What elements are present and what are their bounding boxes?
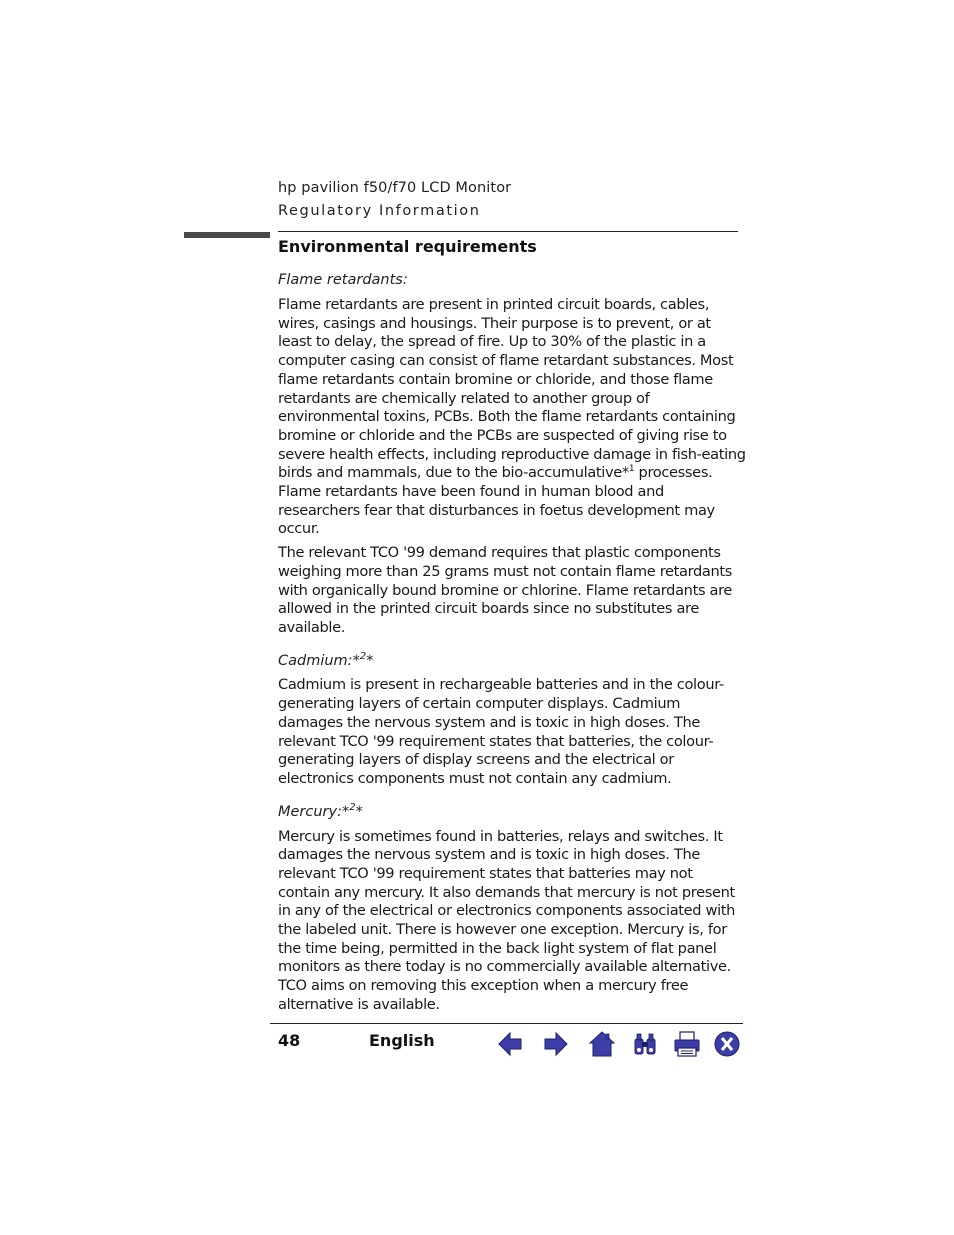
page-number: 48	[278, 1031, 301, 1050]
cadmium-title-tail: *	[366, 652, 374, 669]
back-arrow-icon	[496, 1030, 524, 1058]
section-title: Environmental requirements	[278, 237, 537, 256]
cadmium-footnote-ref: 2	[359, 650, 367, 662]
mercury-paragraph: Mercury is sometimes found in batteries, relays and switches. It damages the nervous system and is toxic in high doses. The relevant TCO '99 requirement states that batteries may not contain any mercury. It also demands that mercury is not present in any of the electrical or electronics components associated with the labeled unit. There is however one exception. Mercury is, for the time being, permitted in the back light system of flat panel monitors as there today is no commercially available alternative. TCO aims on removing this exception when a mercury free alternative is available.	[278, 827, 736, 1013]
cadmium-title	[278, 647, 746, 671]
header-product-name: hp pavilion f50/f70 LCD Monitor	[278, 180, 512, 196]
language-label: English	[369, 1031, 435, 1050]
exit-button[interactable]	[713, 1030, 741, 1058]
cadmium-title-text: Cadmium:*	[278, 652, 360, 669]
flame-retardants-title: Flame retardants:	[278, 272, 408, 288]
header-section-name: Regulatory Information	[278, 203, 481, 219]
forward-button[interactable]	[542, 1030, 570, 1058]
mercury-title-text: Mercury:*	[278, 803, 350, 820]
mercury-title-tail: *	[355, 803, 363, 820]
close-icon	[713, 1030, 741, 1058]
binoculars-icon	[631, 1030, 659, 1058]
main-content	[278, 236, 746, 1015]
forward-arrow-icon	[542, 1030, 570, 1058]
flame-retardants-paragraph-2: The relevant TCO '99 demand requires that plastic components weighing more than 25 grams must not contain flame retardants with organically bound bromine or chlorine. Flame retardants are allowed in the printed circuit boards since no substitutes are available.	[278, 544, 733, 636]
home-icon	[588, 1030, 616, 1058]
header-divider	[278, 231, 738, 232]
mercury-title	[278, 798, 746, 822]
home-button[interactable]	[588, 1030, 616, 1058]
footer-divider	[270, 1023, 743, 1024]
back-button[interactable]	[496, 1030, 524, 1058]
cadmium-paragraph: Cadmium is present in rechargeable batteries and in the colour-generating layers of certain computer displays. Cadmium damages the nervous system and is toxic in high doses. The relevant TCO '99 requirement states that batteries, the colour-generating layers of display screens and the electrical or electronics components must not contain any cadmium.	[278, 676, 724, 787]
flame-p1-text-b: processes. Flame retardants have been found in human blood and researchers fear that disturbances in foetus development may occur.	[278, 464, 715, 538]
mercury-footnote-ref: 2	[349, 801, 356, 813]
print-button[interactable]	[673, 1030, 701, 1058]
section-marker-bar	[184, 232, 270, 238]
search-button[interactable]	[631, 1030, 659, 1058]
flame-retardants-paragraph-1	[278, 296, 746, 539]
flame-p1-text-a: Flame retardants are present in printed circuit boards, cables, wires, casings and housings. Their purpose is to prevent, or at least to delay, the spread of fire. Up to 30% of the plastic in a computer casing can consist of flame retardant substances. Most flame retardants contain bromine or chloride, and those flame retardants are chemically related to another group of environmental toxins, PCBs. Both the flame retardants containing bromine or chloride and the PCBs are suspected of giving rise to severe health effects, including reproductive damage in fish-eating birds and mammals, due to the bio-accumulative*	[278, 296, 746, 482]
printer-icon	[673, 1030, 701, 1058]
footnote-ref-1: 1	[628, 464, 635, 475]
